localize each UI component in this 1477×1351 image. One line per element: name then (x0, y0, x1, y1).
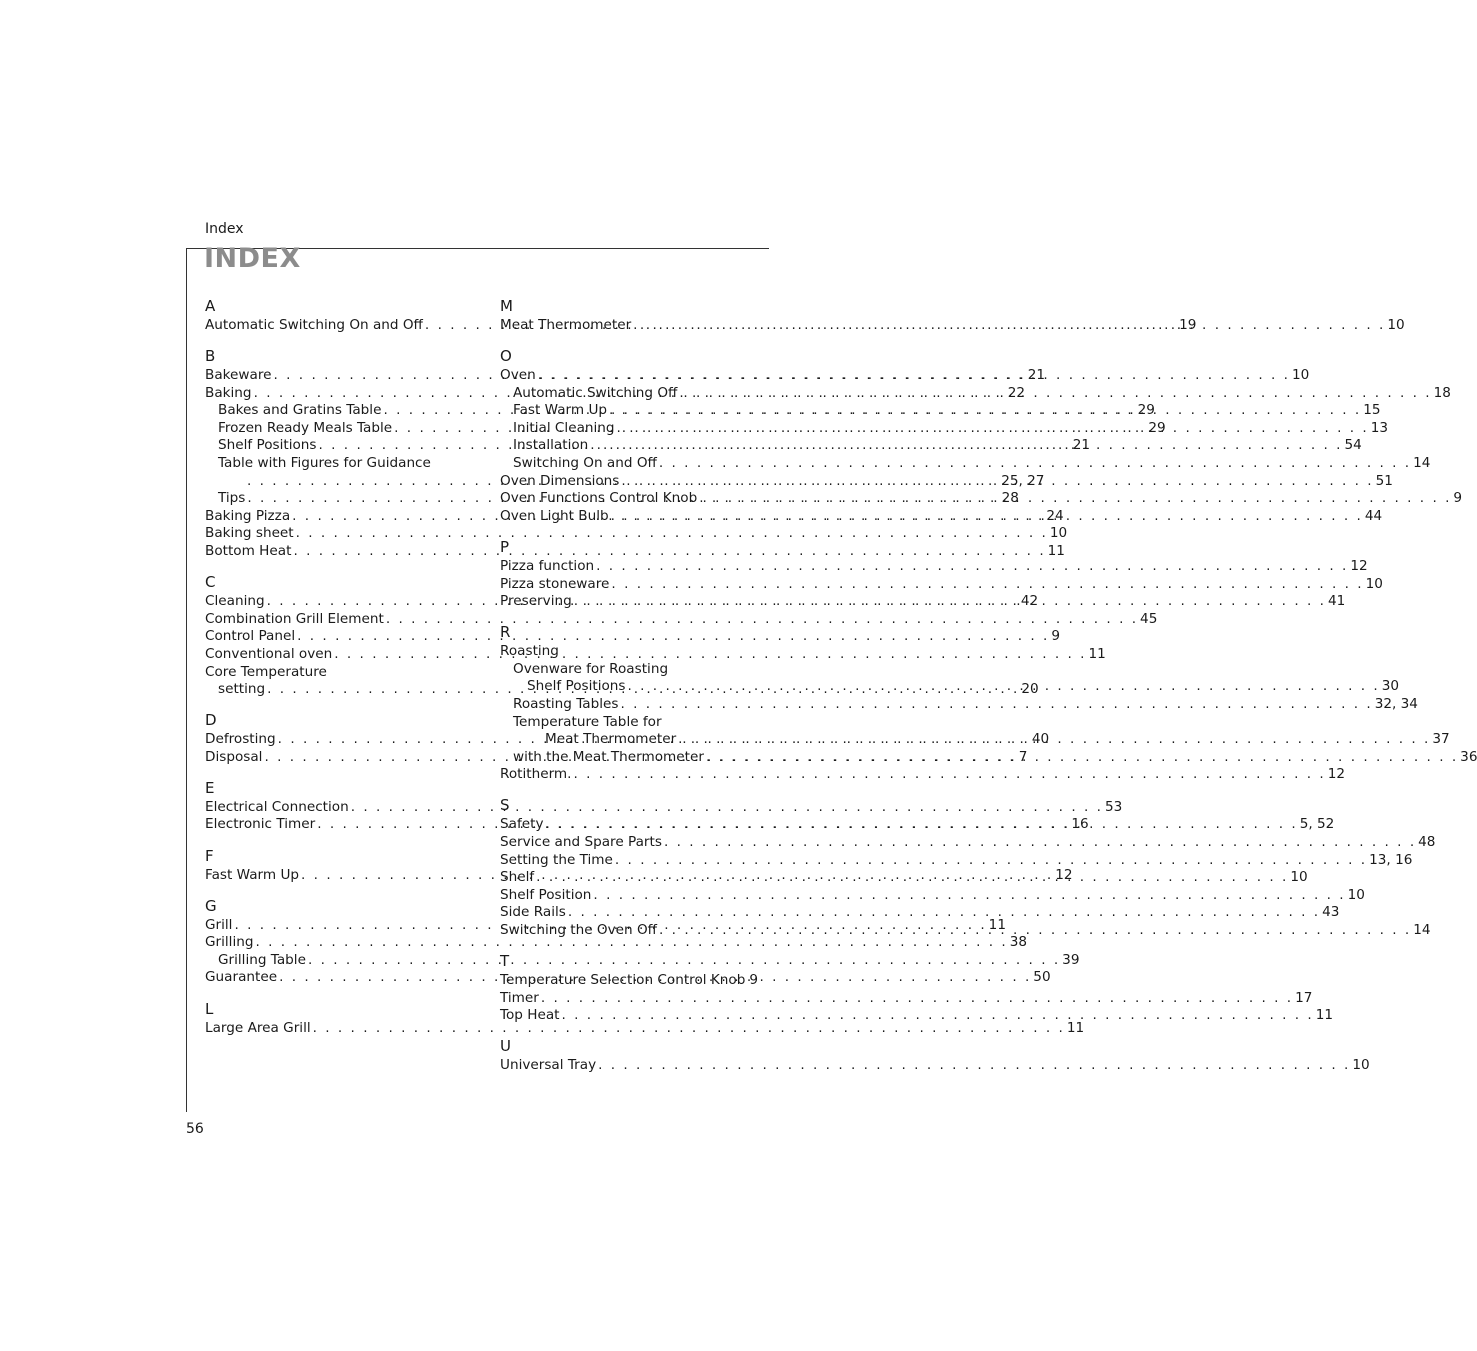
index-entry (205, 610, 1158, 629)
section-letter: C (205, 573, 216, 592)
entry-label: Conventional oven (205, 645, 333, 662)
entry-page: 37 (1432, 731, 1450, 748)
dot-leader (596, 558, 1348, 576)
dot-leader (679, 385, 1431, 403)
margin-rule (186, 248, 187, 1112)
entry-label: Oven (500, 367, 536, 384)
entry-label: Top Heat (500, 1007, 560, 1024)
entry-label: Shelf Positions (218, 437, 317, 454)
index-entry (205, 664, 455, 682)
entry-label: Temperature Table for (513, 713, 662, 730)
entry-label: with the Meat Thermometer (513, 748, 704, 765)
entry-page: 32, 34 (1374, 696, 1418, 712)
dot-leader (659, 922, 1411, 940)
entry-label: Switching the Oven Off (500, 922, 658, 939)
section-letter: G (205, 896, 217, 915)
entry-page: 9 (1453, 490, 1463, 507)
entry-page: 22 (1007, 384, 1026, 401)
entry-page: 10 (1291, 367, 1310, 384)
entry-label: Bottom Heat (205, 543, 292, 560)
dot-leader (598, 1057, 1350, 1075)
entry-label: Preserving (500, 593, 572, 610)
entry-page: 24 (1046, 507, 1064, 524)
entry-label: Large Area Grill (205, 1019, 311, 1036)
dot-leader (664, 834, 1416, 852)
entry-label: Roasting (500, 643, 559, 660)
dot-leader (621, 473, 1373, 491)
entry-page: 9 (1051, 628, 1061, 645)
dot-leader (609, 402, 1361, 420)
header-label: Index (205, 221, 244, 237)
index-entry (205, 798, 1123, 817)
entry-page: 21 (1027, 367, 1046, 384)
dot-leader (615, 852, 1367, 870)
entry-page: 11 (1066, 1019, 1085, 1036)
entry-page: 17 (1295, 989, 1313, 1006)
entry-label: Defrosting (205, 731, 276, 748)
index-entry (205, 1019, 1085, 1038)
section-letter: P (500, 537, 510, 556)
dot-leader (593, 887, 1345, 905)
entry-page: 29 (1137, 402, 1155, 419)
index-entry (500, 714, 750, 732)
entry-page: 15 (1363, 402, 1381, 419)
dot-leader (562, 1007, 1314, 1025)
dot-leader (706, 749, 1458, 767)
dot-leader (659, 455, 1411, 473)
entry-page: 10 (1365, 575, 1383, 592)
entry-label: Tips (218, 490, 246, 507)
entry-page: 12 (1327, 766, 1346, 783)
entry-label: Electronic Timer (205, 816, 316, 833)
entry-label: Oven Dimensions (500, 472, 620, 489)
entry-label: Timer (500, 989, 539, 1006)
index-entry (500, 575, 1383, 594)
entry-label: Oven Light Bulb (500, 507, 609, 524)
entry-page: 44 (1364, 507, 1383, 524)
entry-page: 19 (1179, 317, 1197, 333)
entry-page: 30 (1381, 678, 1400, 695)
entry-page: 11 (988, 916, 1006, 933)
index-section-u (500, 1037, 1370, 1075)
dot-leader (541, 990, 1293, 1008)
index-entry (500, 748, 1477, 767)
index-entry (205, 934, 1028, 952)
index-entry (500, 696, 1418, 714)
entry-page: 50 (1033, 969, 1051, 986)
dot-leader (678, 731, 1430, 749)
dot-leader (620, 696, 1372, 714)
section-letter: D (205, 711, 217, 730)
entry-label: Grill (205, 916, 233, 933)
index-entry (205, 951, 1080, 970)
entry-page: 5, 52 (1299, 816, 1335, 833)
entry-label: Meat Thermometer (545, 731, 677, 748)
dot-leader (611, 508, 1363, 526)
entry-page: 10 (1352, 1057, 1370, 1074)
entry-page: 42 (1020, 593, 1039, 610)
dot-leader (568, 904, 1320, 922)
entry-label: Control Panel (205, 628, 296, 645)
entry-label: Temperature Selection Control Knob (500, 972, 746, 989)
entry-label: Pizza function (500, 557, 595, 574)
entry-label: Cleaning (205, 593, 265, 610)
index-entry (500, 886, 1365, 905)
dot-leader (699, 490, 1451, 508)
dot-leader (538, 367, 1290, 385)
entry-label: Setting the Time (500, 851, 613, 868)
index-entry (500, 643, 750, 661)
entry-label: Service and Spare Parts (500, 834, 662, 851)
section-letter: A (205, 297, 216, 315)
dot-leader (611, 576, 1363, 594)
entry-page: 18 (1433, 384, 1451, 401)
index-entry (500, 851, 1413, 870)
entry-page: 45 (1140, 610, 1158, 627)
section-letter: M (500, 297, 513, 315)
entry-label: Electrical Connection (205, 798, 349, 815)
dot-leader (545, 816, 1297, 834)
entry-page: 39 (1062, 951, 1080, 968)
entry-label: Shelf Position (500, 886, 592, 903)
index-entry (500, 972, 758, 990)
index-entry (500, 904, 1340, 922)
entry-page: 29 (1148, 419, 1166, 436)
entry-label: Roasting Tables (513, 696, 619, 712)
dot-leader (574, 593, 1326, 611)
index-entry (500, 1057, 1370, 1075)
entry-page: 54 (1344, 437, 1362, 454)
entry-label: Pizza stoneware (500, 575, 610, 592)
entry-label: Bakes and Gratins Table (218, 402, 382, 419)
dot-leader (590, 437, 1342, 455)
index-entry (500, 989, 1313, 1008)
entry-label: Fast Warm Up (205, 866, 300, 883)
entry-page: 11 (1047, 543, 1065, 560)
entry-label: Rotitherm. (500, 766, 572, 783)
entry-label: Core Temperature (205, 663, 327, 680)
entry-label: Frozen Ready Meals Table (218, 419, 393, 436)
entry-label: Side Rails (500, 904, 566, 921)
entry-page: 48 (1418, 834, 1436, 851)
dot-leader (573, 766, 1325, 784)
section-letter: O (500, 347, 512, 366)
section-letter: L (205, 999, 214, 1018)
entry-label: Combination Grill Element (205, 610, 384, 627)
entry-page: 11 (1315, 1007, 1334, 1024)
index-entry (500, 1007, 1334, 1025)
entry-label: Grilling Table (218, 951, 306, 968)
entry-label: Bakeware (205, 367, 272, 384)
section-letter: R (500, 623, 511, 642)
entry-page: 16 (1071, 816, 1089, 833)
entry-page: 38 (1009, 934, 1028, 951)
entry-label: Baking Pizza (205, 507, 291, 524)
index-entry (205, 455, 455, 473)
dot-leader (628, 678, 1380, 696)
section-letter: T (500, 952, 510, 971)
entry-label: Table with Figures for Guidance (218, 455, 431, 472)
entry-label: setting (218, 681, 266, 698)
index-entry (500, 557, 1368, 576)
index-entry (205, 543, 1065, 561)
entry-page: 40 (1031, 731, 1050, 748)
entry-page: 9 (749, 972, 758, 989)
entry-page: 11 (1088, 645, 1106, 662)
index-entry (500, 661, 750, 679)
index-entry (500, 834, 1436, 852)
entry-page: 10 (1049, 525, 1068, 542)
entry-label: Guarantee (205, 969, 278, 986)
entry-page: 21 (1072, 437, 1091, 454)
entry-label: Universal Tray (500, 1057, 597, 1074)
dot-leader (386, 611, 1138, 629)
entry-label: Shelf Positions (527, 678, 626, 695)
section-letter: S (500, 796, 510, 815)
entry-page: 28 (1001, 490, 1019, 507)
index-entry (500, 766, 1346, 784)
index-entry (205, 628, 1061, 646)
entry-label: Grilling (205, 934, 254, 951)
entry-page: 7 (1018, 748, 1028, 765)
entry-label: Installation (513, 437, 589, 454)
entry-page: 10 (1387, 317, 1405, 333)
entry-label: Shelf (500, 869, 535, 886)
entry-page: 25, 27 (1001, 472, 1045, 489)
entry-page: 43 (1322, 904, 1340, 921)
entry-label: Meat Thermometer (500, 317, 632, 333)
entry-label: Baking sheet (205, 525, 294, 542)
entry-page: 51 (1375, 472, 1393, 489)
entry-label: Initial Cleaning (513, 419, 615, 436)
entry-label: Switching On and Off (513, 455, 657, 472)
section-letter: F (205, 846, 214, 865)
entry-label: Automatic Switching On and Off (205, 317, 423, 333)
section-letter: B (205, 347, 216, 366)
dot-leader (617, 420, 1369, 438)
entry-label: Ovenware for Roasting (513, 660, 669, 677)
entry-page: 36 (1460, 748, 1477, 765)
entry-page: 13, 16 (1369, 851, 1413, 868)
dot-leader (536, 866, 1288, 887)
entry-page: 53 (1104, 798, 1123, 815)
entry-label: Safety (500, 816, 544, 833)
entry-page: 20 (1021, 681, 1039, 698)
index-entry (205, 525, 1068, 543)
entry-label: Baking (205, 384, 252, 401)
entry-page: 10 (1347, 886, 1365, 903)
dot-leader (633, 317, 1385, 335)
entry-page: 14 (1413, 455, 1431, 472)
section-letter: U (500, 1037, 511, 1056)
entry-page: 13 (1370, 419, 1389, 436)
entry-label: Automatic Switching Off (513, 384, 678, 401)
index-entry (500, 455, 1431, 473)
entry-label: Oven Functions Control Knob (500, 490, 698, 507)
entry-page: 14 (1413, 922, 1431, 939)
page-number: 56 (186, 1121, 204, 1137)
entry-label: Disposal (205, 748, 263, 765)
entry-label: Fast Warm Up (513, 402, 608, 419)
section-letter: E (205, 778, 215, 797)
entry-page: 10 (1290, 869, 1308, 886)
page-title: INDEX (204, 243, 301, 274)
entry-page: 12 (1055, 866, 1073, 883)
entry-page: 41 (1327, 593, 1346, 610)
entry-page: 12 (1350, 557, 1368, 574)
